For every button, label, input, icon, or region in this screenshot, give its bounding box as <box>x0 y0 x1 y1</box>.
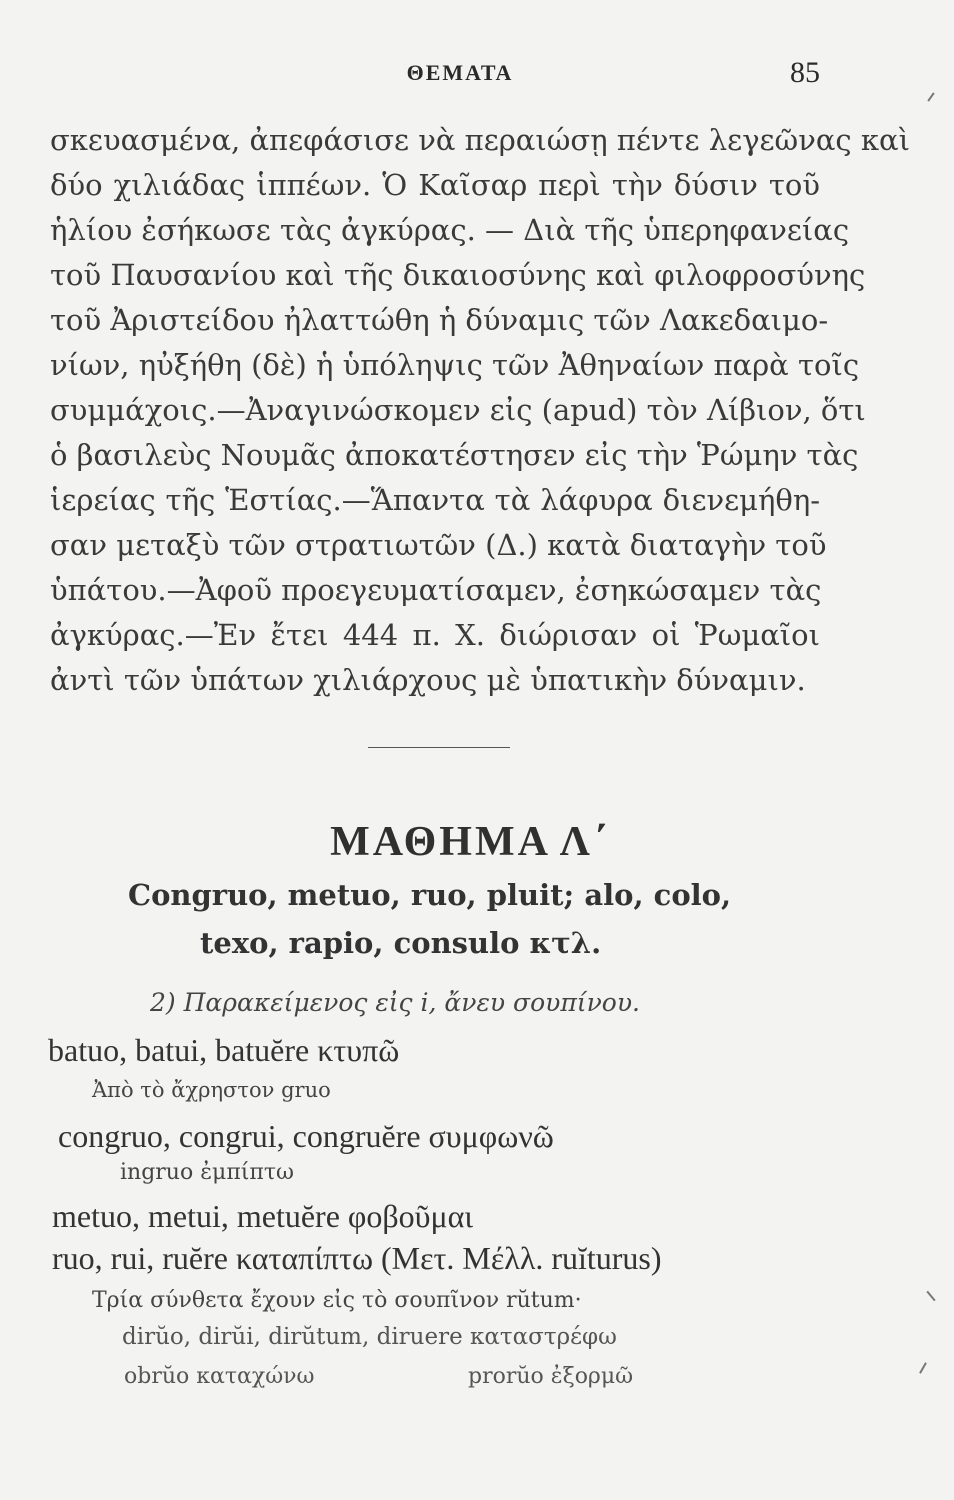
paragraph-line: δύο χιλιάδας ἱππέων. Ὁ Καῖσαρ περὶ τὴν δύσιν τοῦ <box>50 168 820 202</box>
paragraph-line: τοῦ Παυσανίου καὶ τῆς δικαιοσύνης καὶ φιλοφροσύνης <box>50 258 866 292</box>
lesson-title: ΜΑΘΗΜΑ Λ΄ <box>330 819 610 865</box>
paragraph-line: ἀγκύρας.—Ἐν ἔτει 444 π. Χ. διώρισαν οἱ Ῥωμαῖοι <box>50 618 820 652</box>
margin-mark <box>927 92 934 101</box>
vocab-line: Ἀπὸ τὸ ἄχρηστον gruo <box>92 1078 331 1102</box>
margin-mark <box>926 1291 935 1301</box>
paragraph-line: νίων, ηὐξήθη (δὲ) ἡ ὑπόληψις τῶν Ἀθηναίων παρὰ τοῖς <box>50 348 860 382</box>
section-heading: 2) Παρακείμενος εἰς i, ἄνευ σουπίνου. <box>150 988 640 1017</box>
vocab-line: metuo, metui, metuĕre φοβοῦμαι <box>52 1198 474 1234</box>
paragraph-line: τοῦ Ἀριστείδου ἠλαττώθη ἡ δύναμις τῶν Λακεδαιμο- <box>50 303 829 337</box>
section-divider <box>368 747 510 748</box>
vocab-line: obrŭo καταχώνω <box>124 1364 315 1389</box>
page-number: 85 <box>790 56 820 89</box>
vocab-line: prorŭo ἐξορμῶ <box>468 1364 634 1389</box>
exercise-paragraph <box>50 118 910 703</box>
vocab-line: ruo, rui, ruĕre καταπίπτω (Μετ. Μέλλ. ruĭturus) <box>52 1240 662 1276</box>
paragraph-line: ἡλίου ἐσήκωσε τὰς ἀγκύρας. — Διὰ τῆς ὑπερηφανείας <box>50 213 850 247</box>
paragraph-line: ὑπάτου.—Ἀφοῦ προεγευματίσαμεν, ἐσηκώσαμεν τὰς <box>50 573 822 607</box>
vocab-line: batuo, batui, batuĕre κτυπῶ <box>48 1032 400 1068</box>
vocab-line: congruo, congrui, congruĕre συμφωνῶ <box>58 1118 554 1154</box>
paragraph-line: σαν μεταξὺ τῶν στρατιωτῶν (Δ.) κατὰ διαταγὴν τοῦ <box>50 528 827 562</box>
paragraph-line: ὁ βασιλεὺς Νουμᾶς ἀποκατέστησεν εἰς τὴν Ῥώμην τὰς <box>50 438 859 472</box>
vocab-line: Τρία σύνθετα ἔχουν εἰς τὸ σουπῖνον rŭtum· <box>92 1288 582 1313</box>
margin-mark <box>919 1362 927 1373</box>
paragraph-line: ἱερείας τῆς Ἑστίας.—Ἅπαντα τὰ λάφυρα διενεμήθη- <box>50 483 820 517</box>
vocab-line: dirŭo, dirŭi, dirŭtum, diruere καταστρέφω <box>122 1324 617 1350</box>
running-header: ΘΕΜΑΤΑ <box>406 60 514 85</box>
lesson-subtitle-line-2: texo, rapio, consulo κτλ. <box>200 926 602 960</box>
paragraph-line: συμμάχοις.—Ἀναγινώσκομεν εἰς (apud) τὸν Λίβιον, ὅτι <box>50 393 866 427</box>
lesson-subtitle-line-1: Congruo, metuo, ruo, pluit; alo, colo, <box>128 878 732 912</box>
paragraph-line: σκευασμένα, ἀπεφάσισε νὰ περαιώσῃ πέντε λεγεῶνας καὶ <box>50 123 910 157</box>
vocab-line: ingruo ἐμπίπτω <box>120 1160 294 1185</box>
paragraph-line: ἀντὶ τῶν ὑπάτων χιλιάρχους μὲ ὑπατικὴν δύναμιν. <box>50 663 806 697</box>
